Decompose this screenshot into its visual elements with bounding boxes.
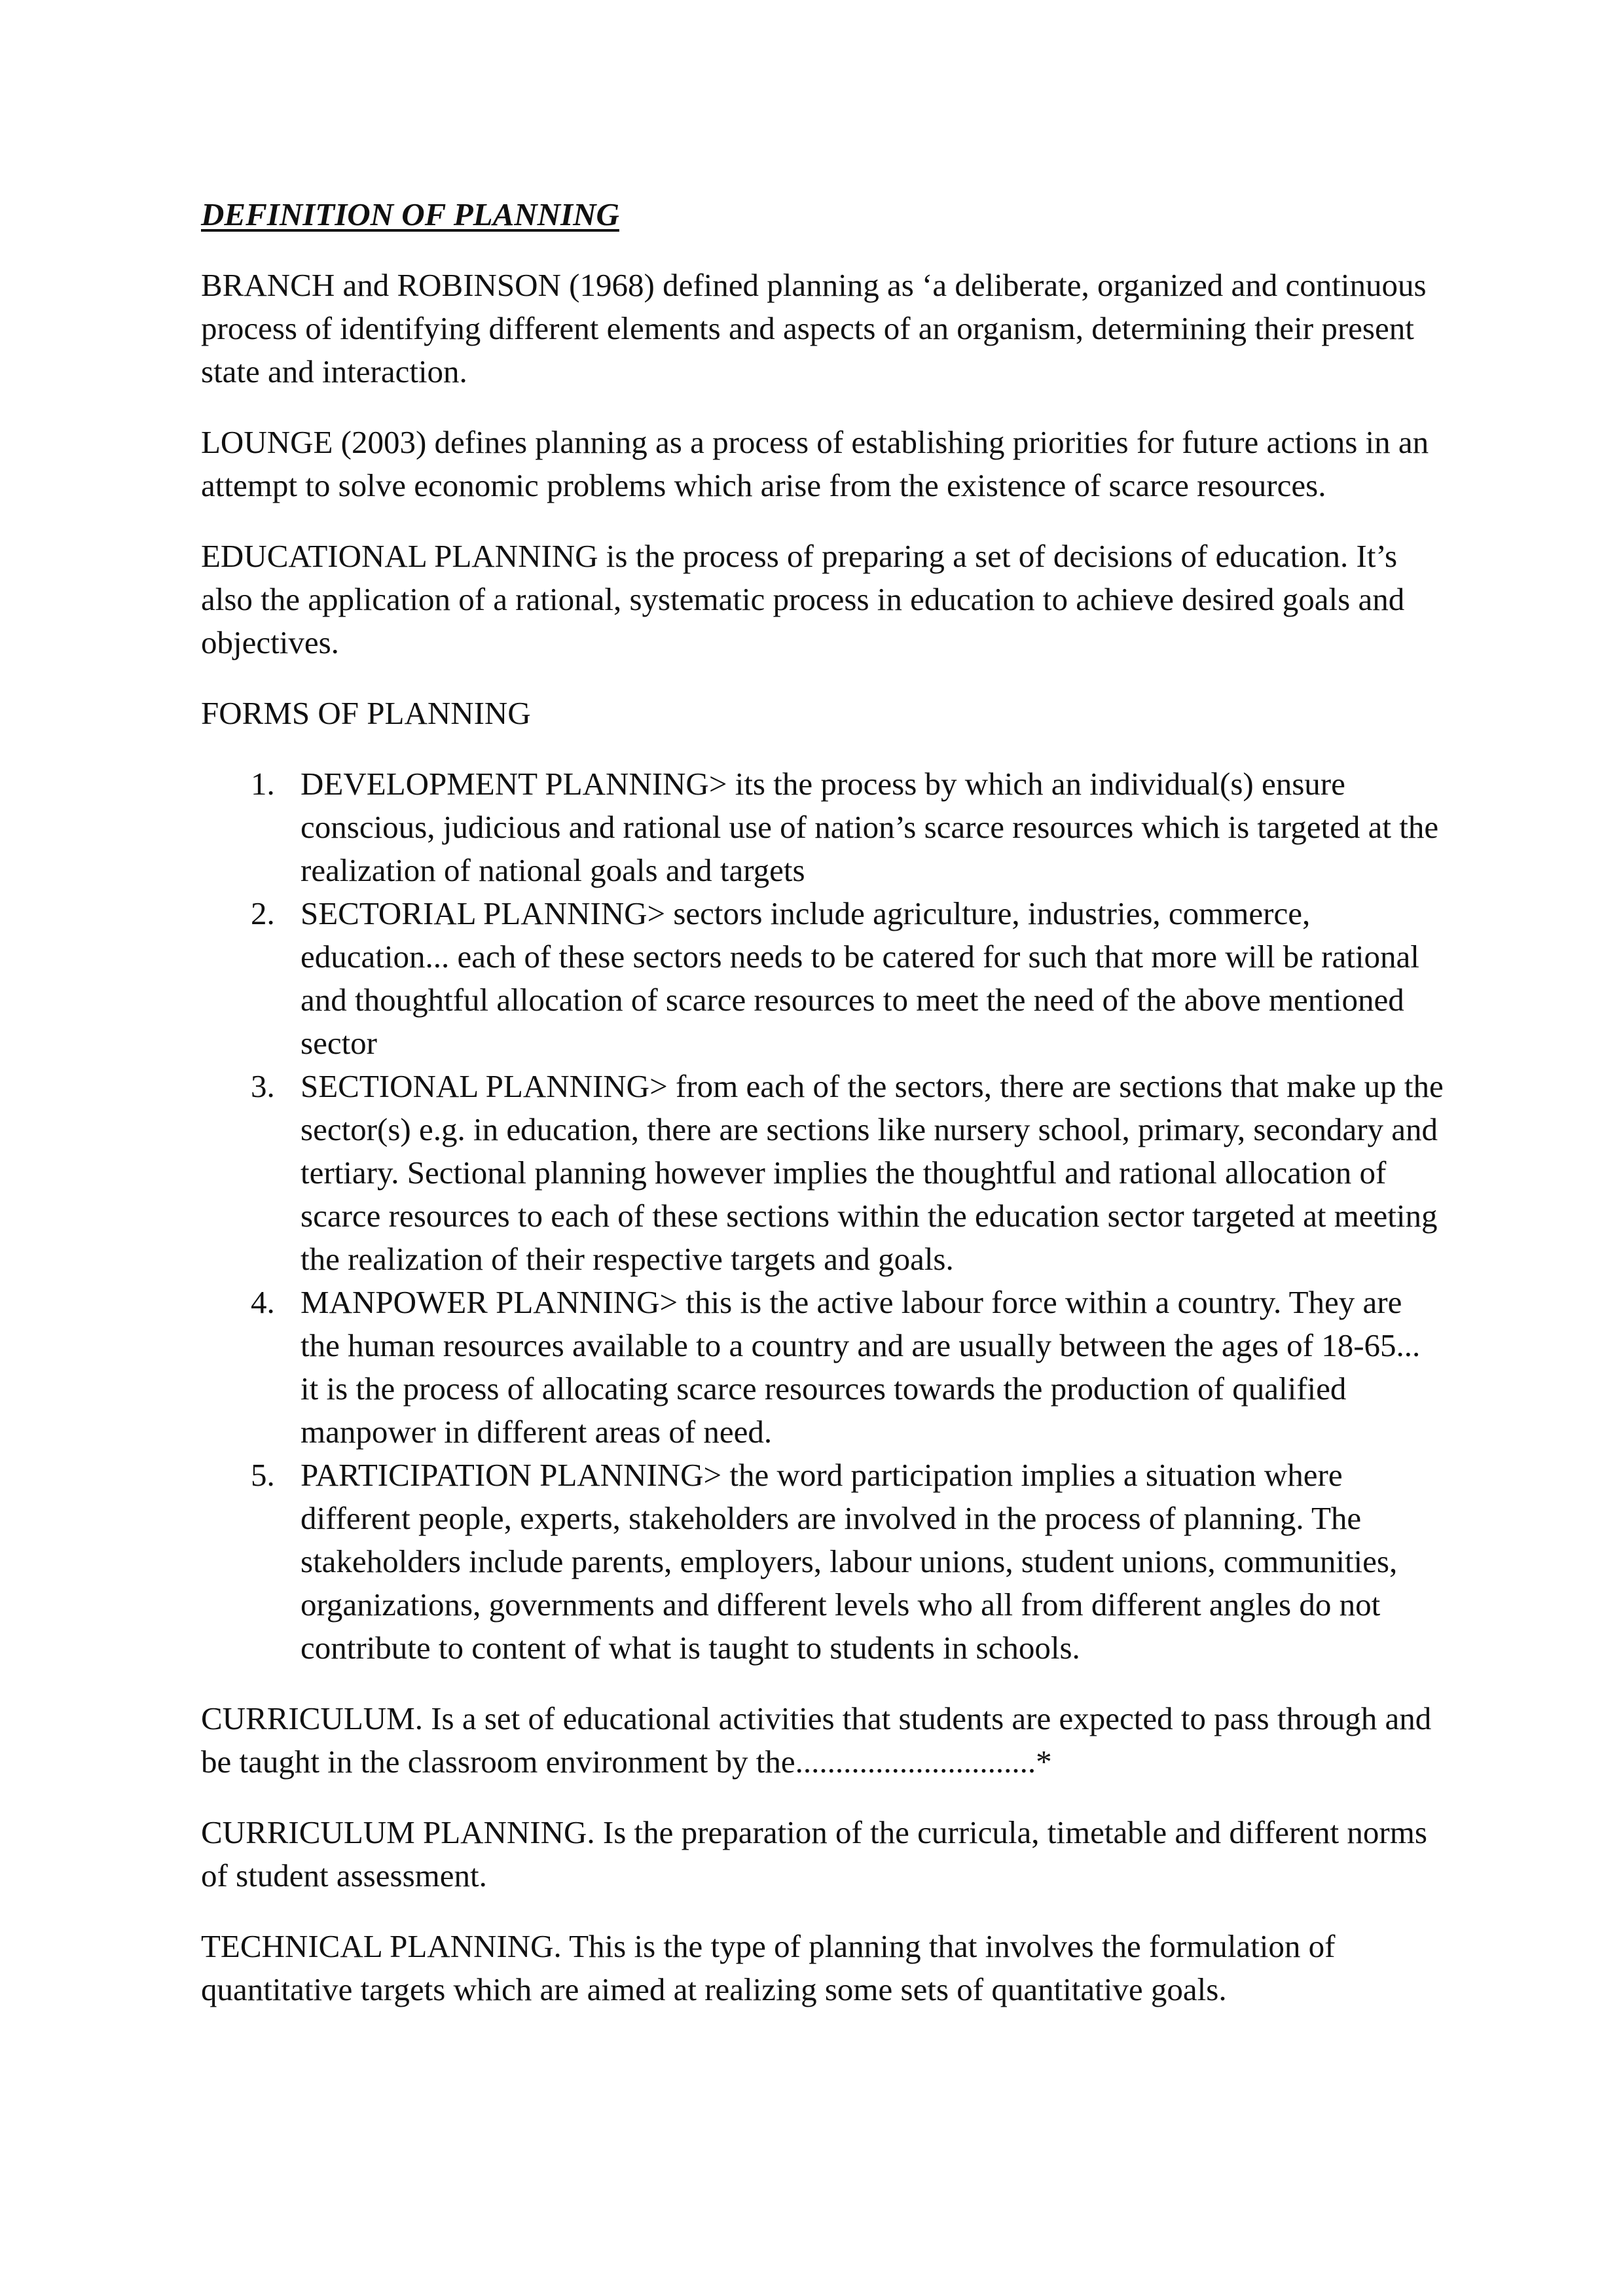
educational-planning-definition: EDUCATIONAL PLANNING is the process of preparing a set of decisions of education. It’s also the application of a rational, systematic process in education to achieve desired goals and objectives. <box>201 538 1405 660</box>
branch-robinson-definition: BRANCH and ROBINSON (1968) defined planning as ‘a deliberate, organized and continuous process of identifying different elements and aspects of an organism, determining their present state and interaction. <box>201 267 1427 389</box>
list-item-text: SECTORIAL PLANNING> sectors include agriculture, industries, commerce, education... each of these sectors needs to be catered for such that more will be rational and thoughtful allocation of scarce resources to meet the need of the above mentioned sector <box>301 895 1419 1061</box>
list-item-text: DEVELOPMENT PLANNING> its the process by which an individual(s) ensure conscious, judicious and rational use of nation’s scarce resources which is targeted at the realization of national goals and targets <box>301 766 1439 888</box>
list-item-number: 3. <box>251 1068 275 1104</box>
technical-planning-definition: TECHNICAL PLANNING. This is the type of planning that involves the formulation of quantitative targets which are aimed at realizing some sets of quantitative goals. <box>201 1928 1336 2007</box>
document-page <box>201 190 1445 2039</box>
list-item-text: MANPOWER PLANNING> this is the active labour force within a country. They are the human resources available to a country and are usually between the ages of 18-65... it is the process of allocating scarce resources towards the production of qualified manpower in different areas of need. <box>301 1284 1421 1450</box>
list-item-number: 1. <box>251 766 275 802</box>
lounge-definition: LOUNGE (2003) defines planning as a process of establishing priorities for future actions in an attempt to solve economic problems which arise from the existence of scarce resources. <box>201 424 1429 503</box>
forms-of-planning-list <box>201 762 1445 1670</box>
list-item-text: PARTICIPATION PLANNING> the word participation implies a situation where different people, experts, stakeholders are involved in the process of planning. The stakeholders include parents, employers, labour unions, student unions, communities, organizations, governments and different levels who all from different angles do not contribute to content of what is taught to students in schools. <box>301 1457 1398 1666</box>
page-title: DEFINITION OF PLANNING <box>201 196 619 232</box>
list-item <box>201 1281 1445 1454</box>
list-item <box>201 1065 1445 1281</box>
forms-of-planning-heading: FORMS OF PLANNING <box>201 695 531 731</box>
list-item-number: 2. <box>251 895 275 931</box>
list-item <box>201 762 1445 892</box>
curriculum-planning-definition: CURRICULUM PLANNING. Is the preparation of the curricula, timetable and different norms of student assessment. <box>201 1814 1427 1893</box>
curriculum-definition: CURRICULUM. Is a set of educational activities that students are expected to pass through and be taught in the classroom environment by the..............................* <box>201 1700 1432 1780</box>
list-item <box>201 1454 1445 1670</box>
list-item-text: SECTIONAL PLANNING> from each of the sectors, there are sections that make up the sector(s) e.g. in education, there are sections like nursery school, primary, secondary and tertiary. Sectional planning however implies the thoughtful and rational allocation of scarce resources to each of these sections within the education sector targeted at meeting the realization of their respective targets and goals. <box>301 1068 1444 1277</box>
list-item <box>201 892 1445 1065</box>
list-item-number: 5. <box>251 1457 275 1493</box>
list-item-number: 4. <box>251 1284 275 1320</box>
